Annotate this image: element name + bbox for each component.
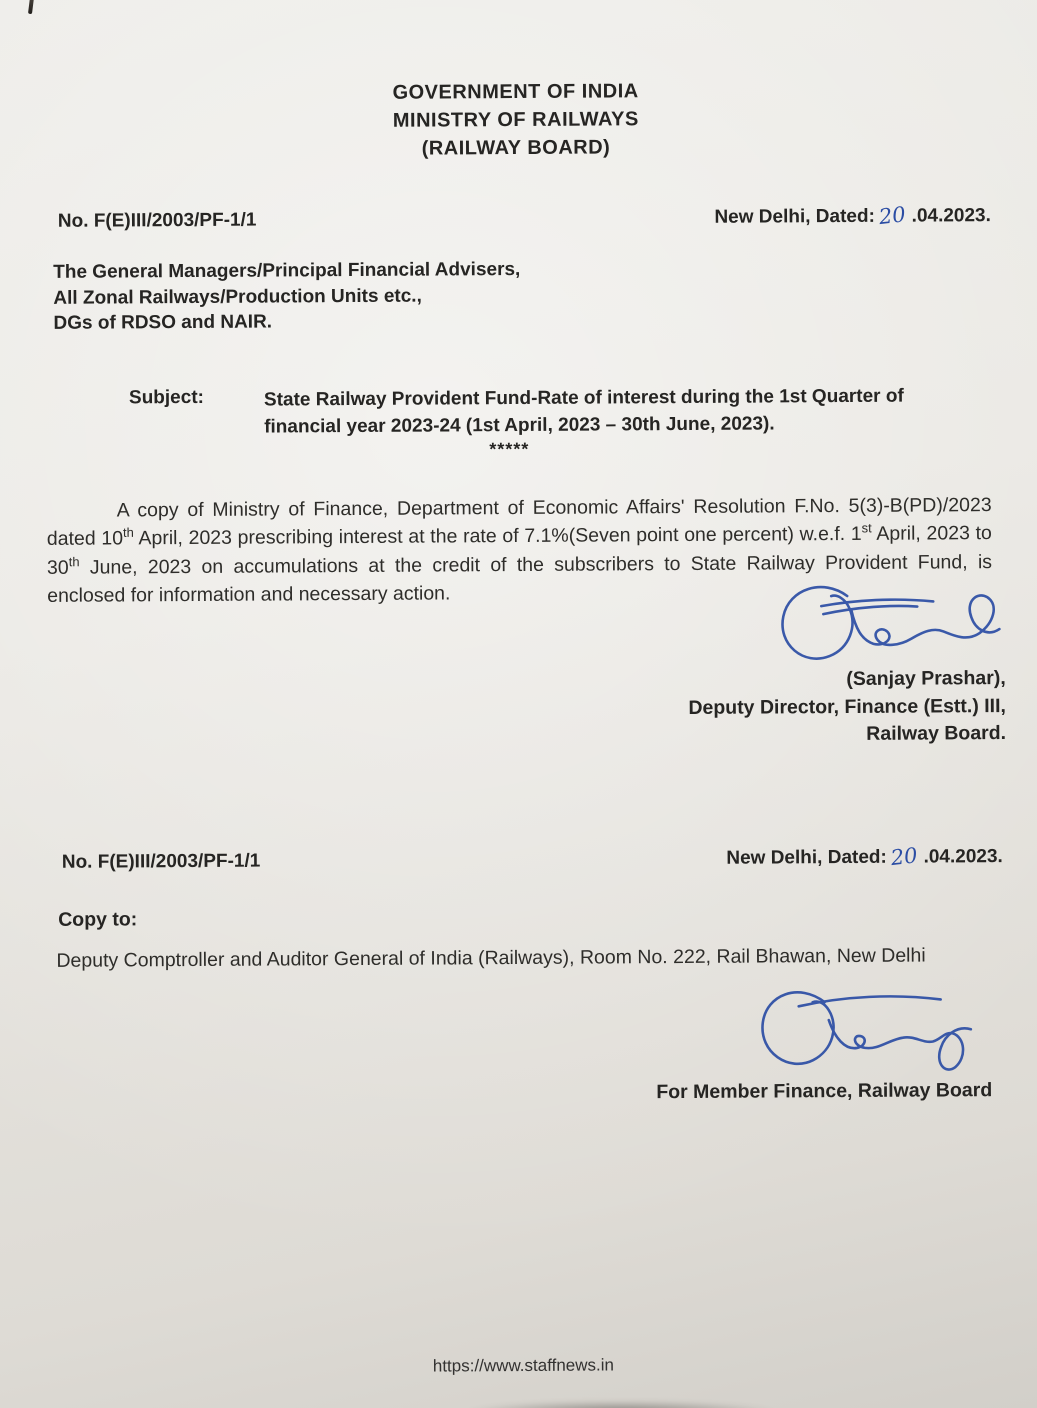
- addressee-block: [53, 257, 521, 336]
- letterhead-line-1: GOVERNMENT OF INDIA: [392, 80, 639, 104]
- letterhead-line-3: (RAILWAY BOARD): [421, 136, 611, 160]
- subject-line-2: financial year 2023-24 (1st April, 2023 – 30th June, 2023).: [264, 413, 775, 438]
- place-and-date: New Delhi, Dated: 20 .04.2023.: [726, 843, 1003, 871]
- place-and-date: New Delhi, Dated: 20 .04.2023.: [714, 202, 991, 230]
- body-paragraph: A copy of Ministry of Finance, Department of Economic Affairs' Resolution F.No. 5(3)-B(PD)/2023 dated 10th April, 2023 prescribing interest at the rate of 7.1%(Seven point one percent) w.e.f. 1st April, 2023 to 30th June, 2023 on accumulations at the credit of the subscribers to State Railway Provident Fund, is enclosed for information and necessary action.: [46, 493, 993, 607]
- letterhead: [0, 75, 1035, 165]
- scan-shadow: [390, 1396, 810, 1408]
- signatory-organization: Railway Board.: [866, 722, 1007, 745]
- signatory-block: [688, 665, 1006, 749]
- signatory-name: (Sanjay Prashar),: [846, 667, 1006, 690]
- signature-ink-member-finance: [755, 975, 996, 1081]
- handwritten-day: 20: [877, 202, 907, 230]
- reference-number: No. F(E)III/2003/PF-1/1: [57, 209, 257, 232]
- handwritten-day: 20: [889, 843, 919, 871]
- subject-separator: *****: [489, 438, 530, 460]
- subject-block: [0, 382, 1001, 462]
- reference-row-bottom: [62, 843, 1003, 874]
- subject-label: Subject:: [128, 386, 204, 409]
- signoff-text: For Member Finance, Railway Board: [656, 1079, 993, 1104]
- addressee-line-2: All Zonal Railways/Production Units etc.,: [53, 285, 422, 309]
- addressee-line-3: DGs of RDSO and NAIR.: [53, 311, 273, 334]
- reference-row-top: [58, 202, 991, 233]
- copy-to-label: Copy to:: [58, 908, 138, 931]
- addressee-line-1: The General Managers/Principal Financial Advisers,: [53, 258, 521, 283]
- subject-line-1: State Railway Provident Fund-Rate of interest during the 1st Quarter of: [263, 385, 904, 411]
- footer-url: https://www.staffnews.in: [432, 1355, 615, 1376]
- signatory-designation: Deputy Director, Finance (Estt.) III,: [688, 694, 1006, 719]
- subject-text: [264, 382, 1001, 461]
- signature-ink-deputy-director: [775, 575, 1011, 671]
- reference-number: No. F(E)III/2003/PF-1/1: [61, 850, 261, 873]
- copy-to-text: Deputy Comptroller and Auditor General of India (Railways), Room No. 222, Rail Bhawan, New Delhi: [56, 944, 926, 972]
- letterhead-line-2: MINISTRY OF RAILWAYS: [392, 108, 639, 132]
